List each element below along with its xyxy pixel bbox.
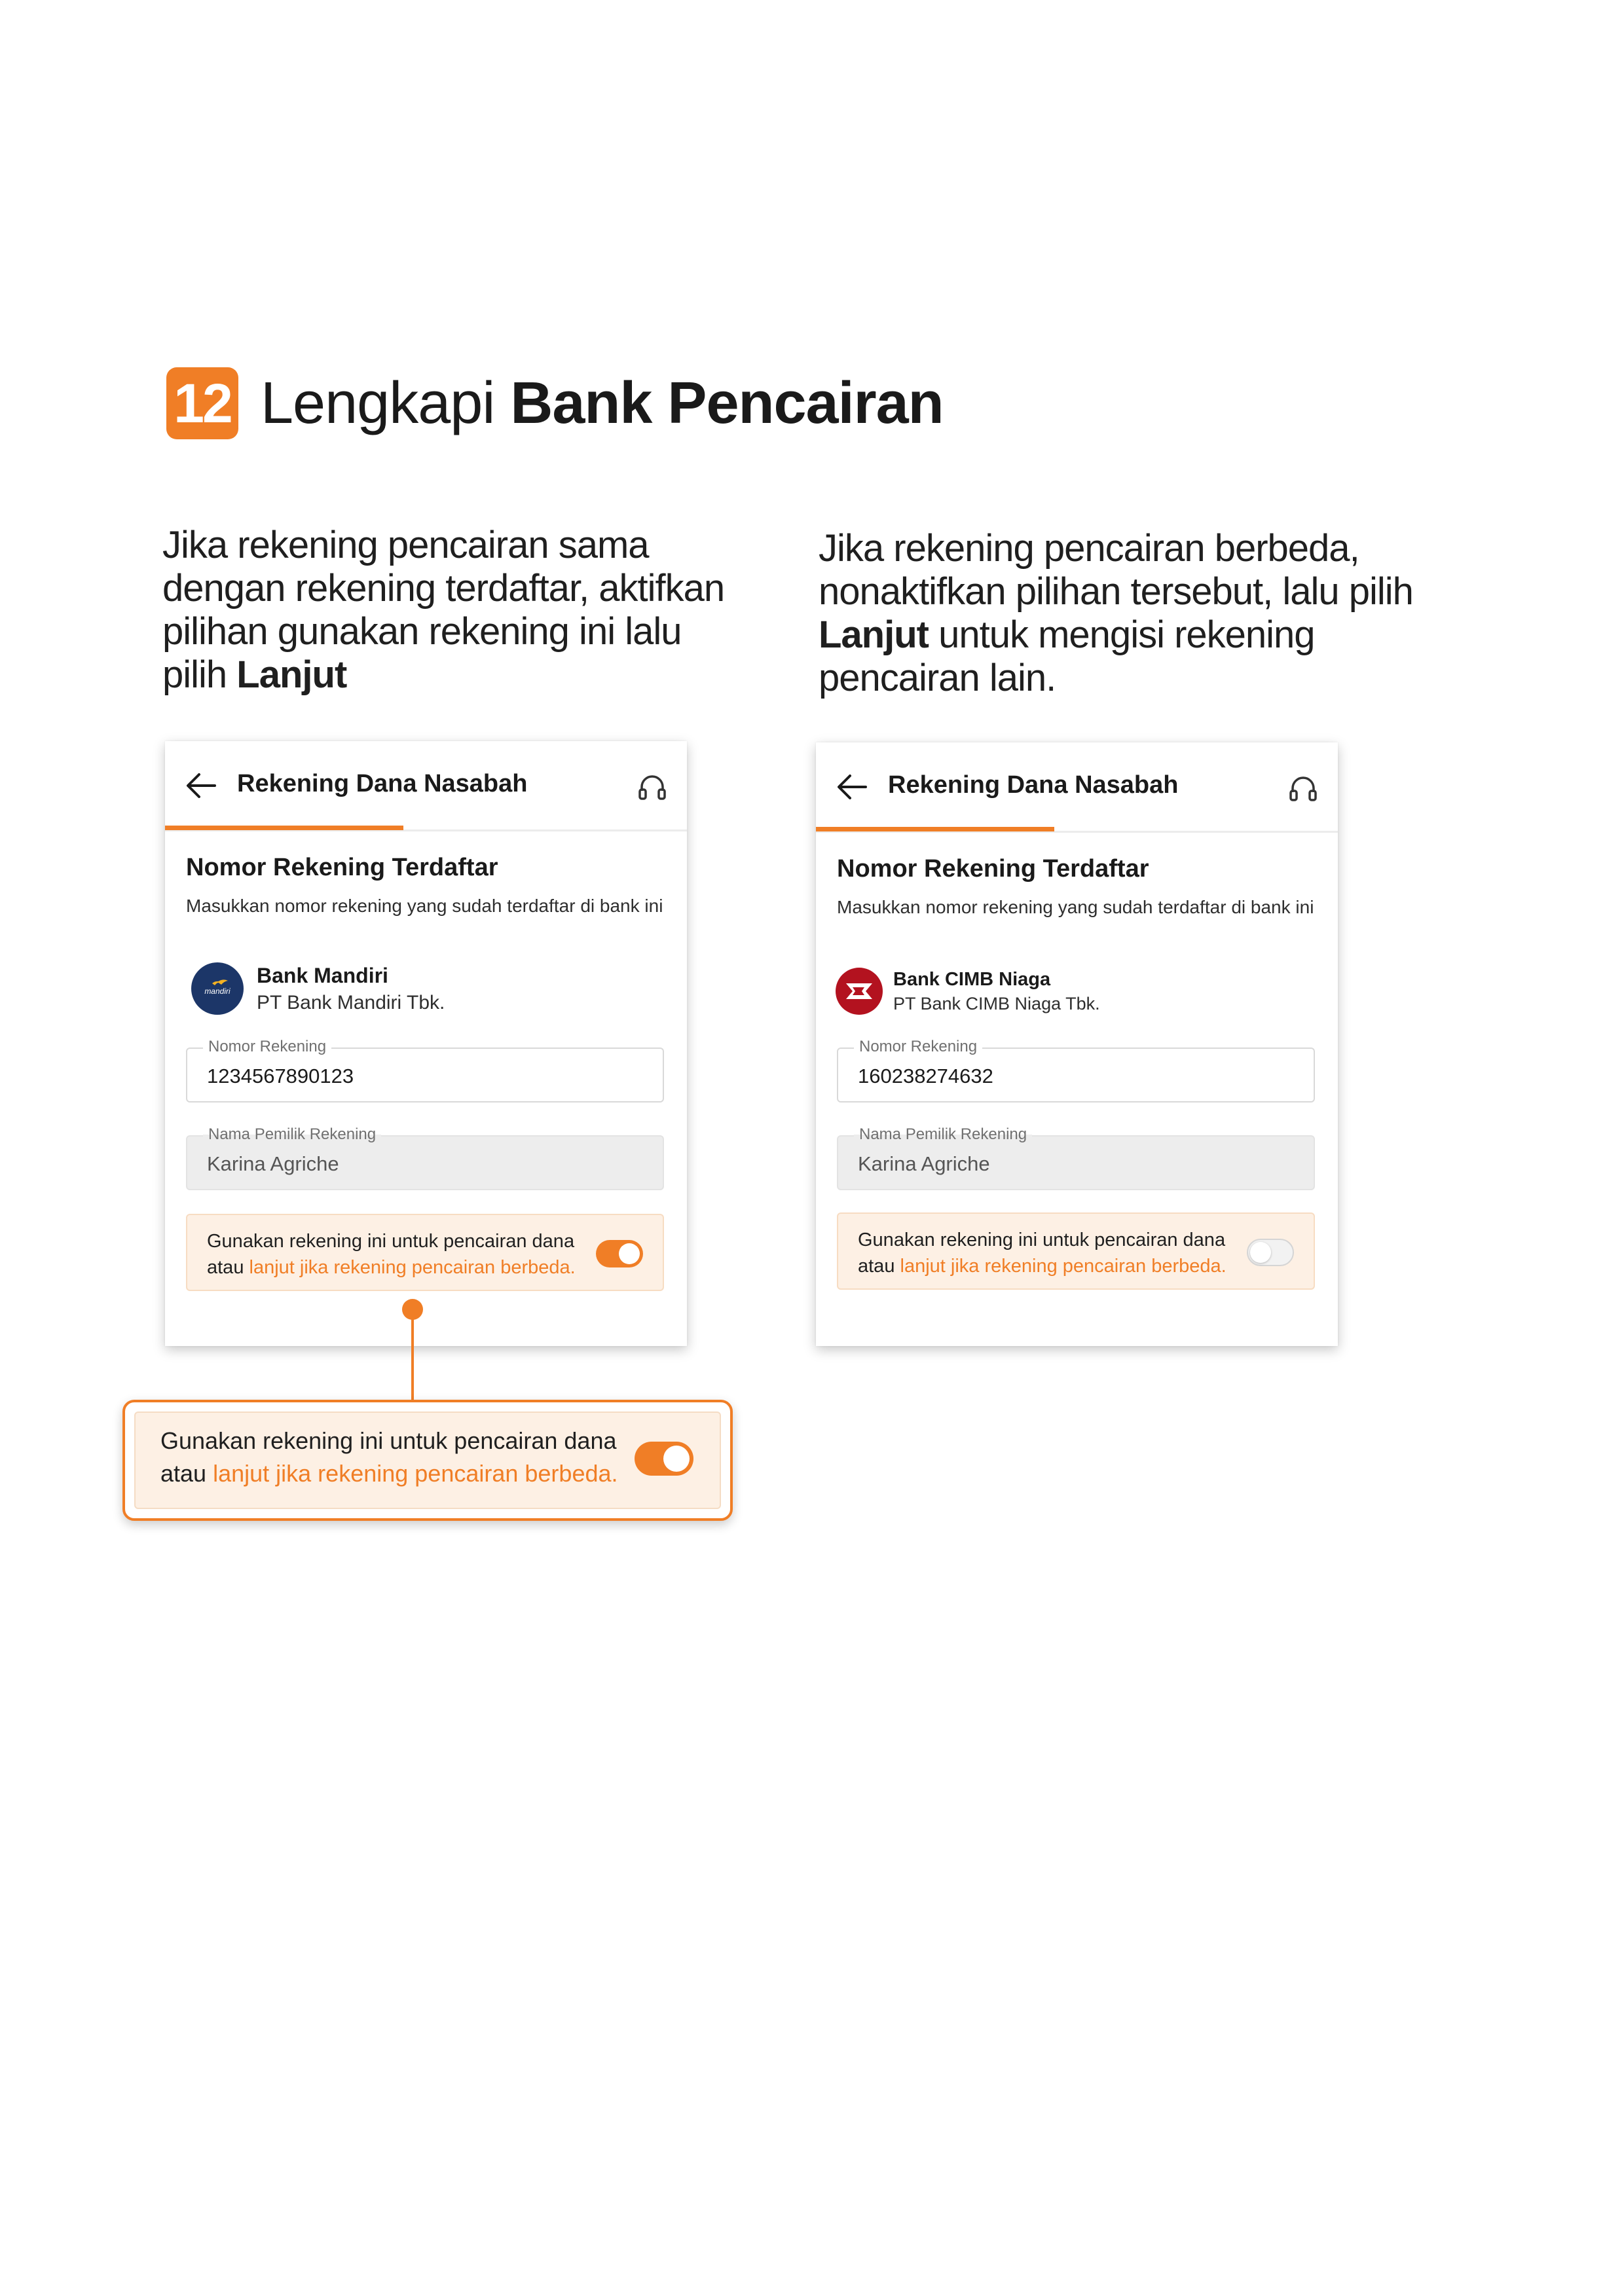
switch-knob — [663, 1446, 690, 1472]
instruction-right-after: untuk mengisi rekening pencairan lain. — [819, 613, 1315, 699]
use-account-toggle-text — [207, 1228, 593, 1281]
owner-name-label: Nama Pemilik Rekening — [203, 1125, 381, 1144]
account-number-field[interactable] — [186, 1038, 664, 1102]
instruction-right — [819, 527, 1421, 700]
app-bar — [816, 742, 1338, 833]
page-title-normal: Lengkapi — [261, 371, 511, 436]
toggle-text: Gunakan rekening ini untuk pencairan dana atau — [207, 1231, 575, 1278]
phone-screen-cimb — [816, 742, 1338, 1346]
bank-company: PT Bank Mandiri Tbk. — [257, 992, 445, 1013]
page-title — [261, 364, 944, 443]
bank-name: Bank CIMB Niaga — [893, 969, 1051, 990]
section-title: Nomor Rekening Terdaftar — [186, 854, 498, 881]
use-account-toggle-text — [858, 1227, 1244, 1279]
bank-cimb-logo — [836, 968, 883, 1015]
zoom-text: Gunakan rekening ini untuk pencairan dana atau — [160, 1427, 617, 1487]
use-account-toggle-box — [837, 1212, 1315, 1290]
different-account-link[interactable]: lanjut jika rekening pencairan berbeda. — [249, 1257, 576, 1278]
instruction-left-bold: Lanjut — [236, 653, 347, 696]
zoom-use-account-switch[interactable] — [635, 1442, 693, 1476]
section-title: Nomor Rekening Terdaftar — [837, 855, 1149, 883]
account-number-field[interactable] — [837, 1038, 1315, 1102]
account-number-label: Nomor Rekening — [203, 1038, 331, 1056]
arrow-left-icon[interactable] — [836, 773, 868, 801]
instruction-right-bold: Lanjut — [819, 613, 929, 656]
instruction-right-text: Jika rekening pencairan berbeda, nonaktifkan pilihan tersebut, lalu pilih — [819, 527, 1413, 613]
app-bar-title: Rekening Dana Nasabah — [888, 771, 1179, 799]
account-number-label: Nomor Rekening — [854, 1038, 982, 1056]
account-number-value: 160238274632 — [858, 1065, 993, 1087]
owner-name-value: Karina Agriche — [858, 1152, 990, 1175]
owner-name-field — [837, 1125, 1315, 1190]
arrow-left-icon[interactable] — [185, 771, 217, 800]
zoom-different-account-link[interactable]: lanjut jika rekening pencairan berbeda. — [213, 1460, 618, 1487]
account-number-value: 1234567890123 — [207, 1065, 354, 1087]
app-bar — [165, 741, 687, 831]
app-bar-progress — [165, 826, 403, 830]
bank-mandiri-logo — [191, 962, 244, 1015]
use-account-switch[interactable] — [596, 1240, 643, 1267]
zoom-toggle-box — [134, 1412, 721, 1509]
use-account-toggle-box — [186, 1214, 664, 1291]
use-account-switch[interactable] — [1247, 1239, 1294, 1266]
bank-mandiri-logo-text: mandiri — [204, 987, 231, 996]
owner-name-label: Nama Pemilik Rekening — [854, 1125, 1032, 1144]
zoom-toggle-text — [160, 1425, 619, 1490]
bank-company: PT Bank CIMB Niaga Tbk. — [893, 994, 1100, 1013]
page-title-bold: Bank Pencairan — [510, 371, 944, 436]
app-bar-progress — [816, 827, 1054, 831]
owner-name-value: Karina Agriche — [207, 1152, 339, 1175]
instruction-left-text: Jika rekening pencairan sama dengan rekening terdaftar, aktifkan pilihan gunakan rekening ini lalu pilih — [162, 524, 725, 696]
app-bar-title: Rekening Dana Nasabah — [237, 770, 528, 797]
phone-screen-mandiri — [165, 741, 687, 1346]
toggle-zoom-callout — [122, 1400, 733, 1521]
instruction-left — [162, 524, 752, 697]
step-number-badge: 12 — [166, 367, 238, 439]
switch-knob — [1250, 1242, 1271, 1263]
bank-name: Bank Mandiri — [257, 964, 388, 987]
different-account-link[interactable]: lanjut jika rekening pencairan berbeda. — [900, 1256, 1227, 1277]
switch-knob — [619, 1243, 640, 1264]
owner-name-field — [186, 1125, 664, 1190]
headset-icon[interactable] — [1288, 774, 1318, 804]
section-description: Masukkan nomor rekening yang sudah terdaftar di bank ini — [837, 897, 1314, 917]
toggle-text: Gunakan rekening ini untuk pencairan dana atau — [858, 1230, 1226, 1277]
headset-icon[interactable] — [637, 773, 667, 803]
section-description: Masukkan nomor rekening yang sudah terdaftar di bank ini — [186, 896, 663, 916]
callout-line — [411, 1317, 414, 1401]
